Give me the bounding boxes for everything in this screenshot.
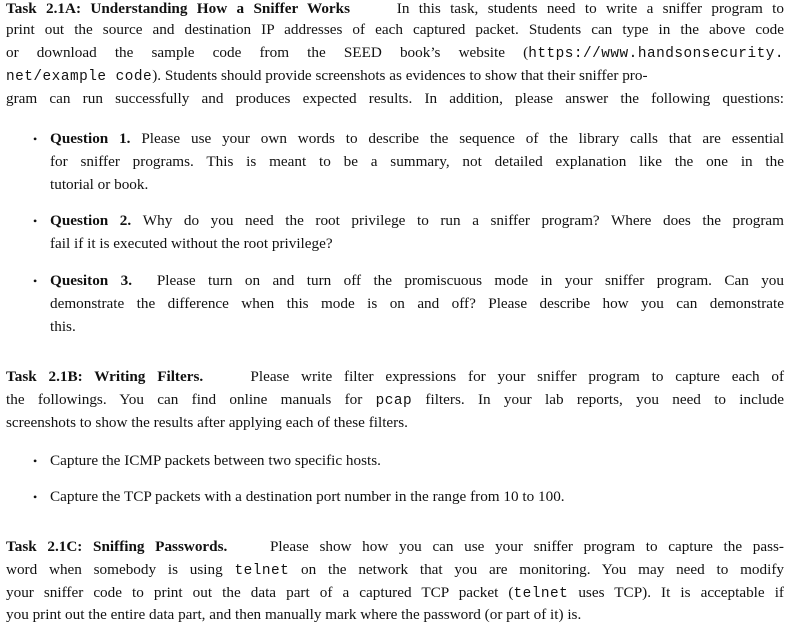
filter-item-2: Capture the TCP packets with a destination port number in the range from 10 to 100. [50, 488, 565, 505]
bullet: • [33, 214, 38, 228]
task-a-line-3: or download the sample code from the SEED book’s website (https://www.handsonsecurity. [6, 44, 784, 62]
code-pcap: pcap [375, 393, 413, 409]
website-url-cont: net/example code [6, 69, 153, 85]
code-telnet: telnet [513, 586, 569, 602]
task-b-line-2: the followings. You can find online manuals for pcap filters. In your lab reports, you need to include [6, 391, 785, 409]
bullet: • [33, 454, 38, 468]
task-b-line-1: Task 2.1B: Writing Filters. Please write filter expressions for your sniffer program to capture each of [6, 368, 785, 385]
task-c-line-1: Task 2.1C: Sniffing Passwords. Please show how you can use your sniffer program to capture the pass- [6, 538, 784, 555]
question-1: Question 1. Please use your own words to describe the sequence of the library calls that are essential [50, 130, 785, 147]
task-a-heading: Task 2.1A: Understanding How a Sniffer Works [6, 0, 351, 17]
task-a-line-5: gram can run successfully and produces expected results. In addition, please answer the following questions: [6, 90, 784, 107]
question-2-line-2: fail if it is executed without the root privilege? [50, 235, 333, 252]
filter-item-1: Capture the ICMP packets between two specific hosts. [50, 452, 381, 469]
website-url: https://www.handsonsecurity. [528, 46, 784, 62]
task-a-line-4: net/example code). Students should provide screenshots as evidences to show that their sniffer pro- [6, 67, 648, 85]
question-2: Question 2. Why do you need the root privilege to run a sniffer program? Where does the program [50, 212, 784, 229]
question-1-line-3: tutorial or book. [50, 176, 149, 193]
task-a-line-1: Task 2.1A: Understanding How a Sniffer Works In this task, students need to write a sniffer program to [6, 0, 784, 17]
question-3-line-2: demonstrate the difference when this mode is on and off? Please describe how you can demonstrate [50, 295, 784, 312]
code-telnet: telnet [234, 563, 290, 579]
bullet: • [33, 132, 38, 146]
task-c-line-3: your sniffer code to print out the data part of a captured TCP packet (telnet uses TCP). It is acceptable if [6, 584, 784, 602]
task-c-heading: Task 2.1C: Sniffing Passwords. [6, 538, 228, 555]
task-c-line-2: word when somebody is using telnet on the network that you are monitoring. You may need to modify [6, 561, 784, 579]
bullet: • [33, 274, 38, 288]
question-1-line-2: for sniffer programs. This is meant to be a summary, not detailed explanation like the one in the [50, 153, 784, 170]
task-b-heading: Task 2.1B: Writing Filters. [6, 368, 204, 385]
question-3: Quesiton 3. Please turn on and turn off the promiscuous mode in your sniffer program. Can you [50, 272, 784, 289]
task-b-line-3: screenshots to show the results after applying each of these filters. [6, 414, 408, 431]
bullet: • [33, 490, 38, 504]
task-a-line-2: print out the source and destination IP addresses of each captured packet. Students can type in the above code [6, 21, 784, 38]
question-3-line-3: this. [50, 318, 76, 335]
task-c-line-4: you print out the entire data part, and then manually mark where the password (or part of it) is. [6, 606, 582, 623]
